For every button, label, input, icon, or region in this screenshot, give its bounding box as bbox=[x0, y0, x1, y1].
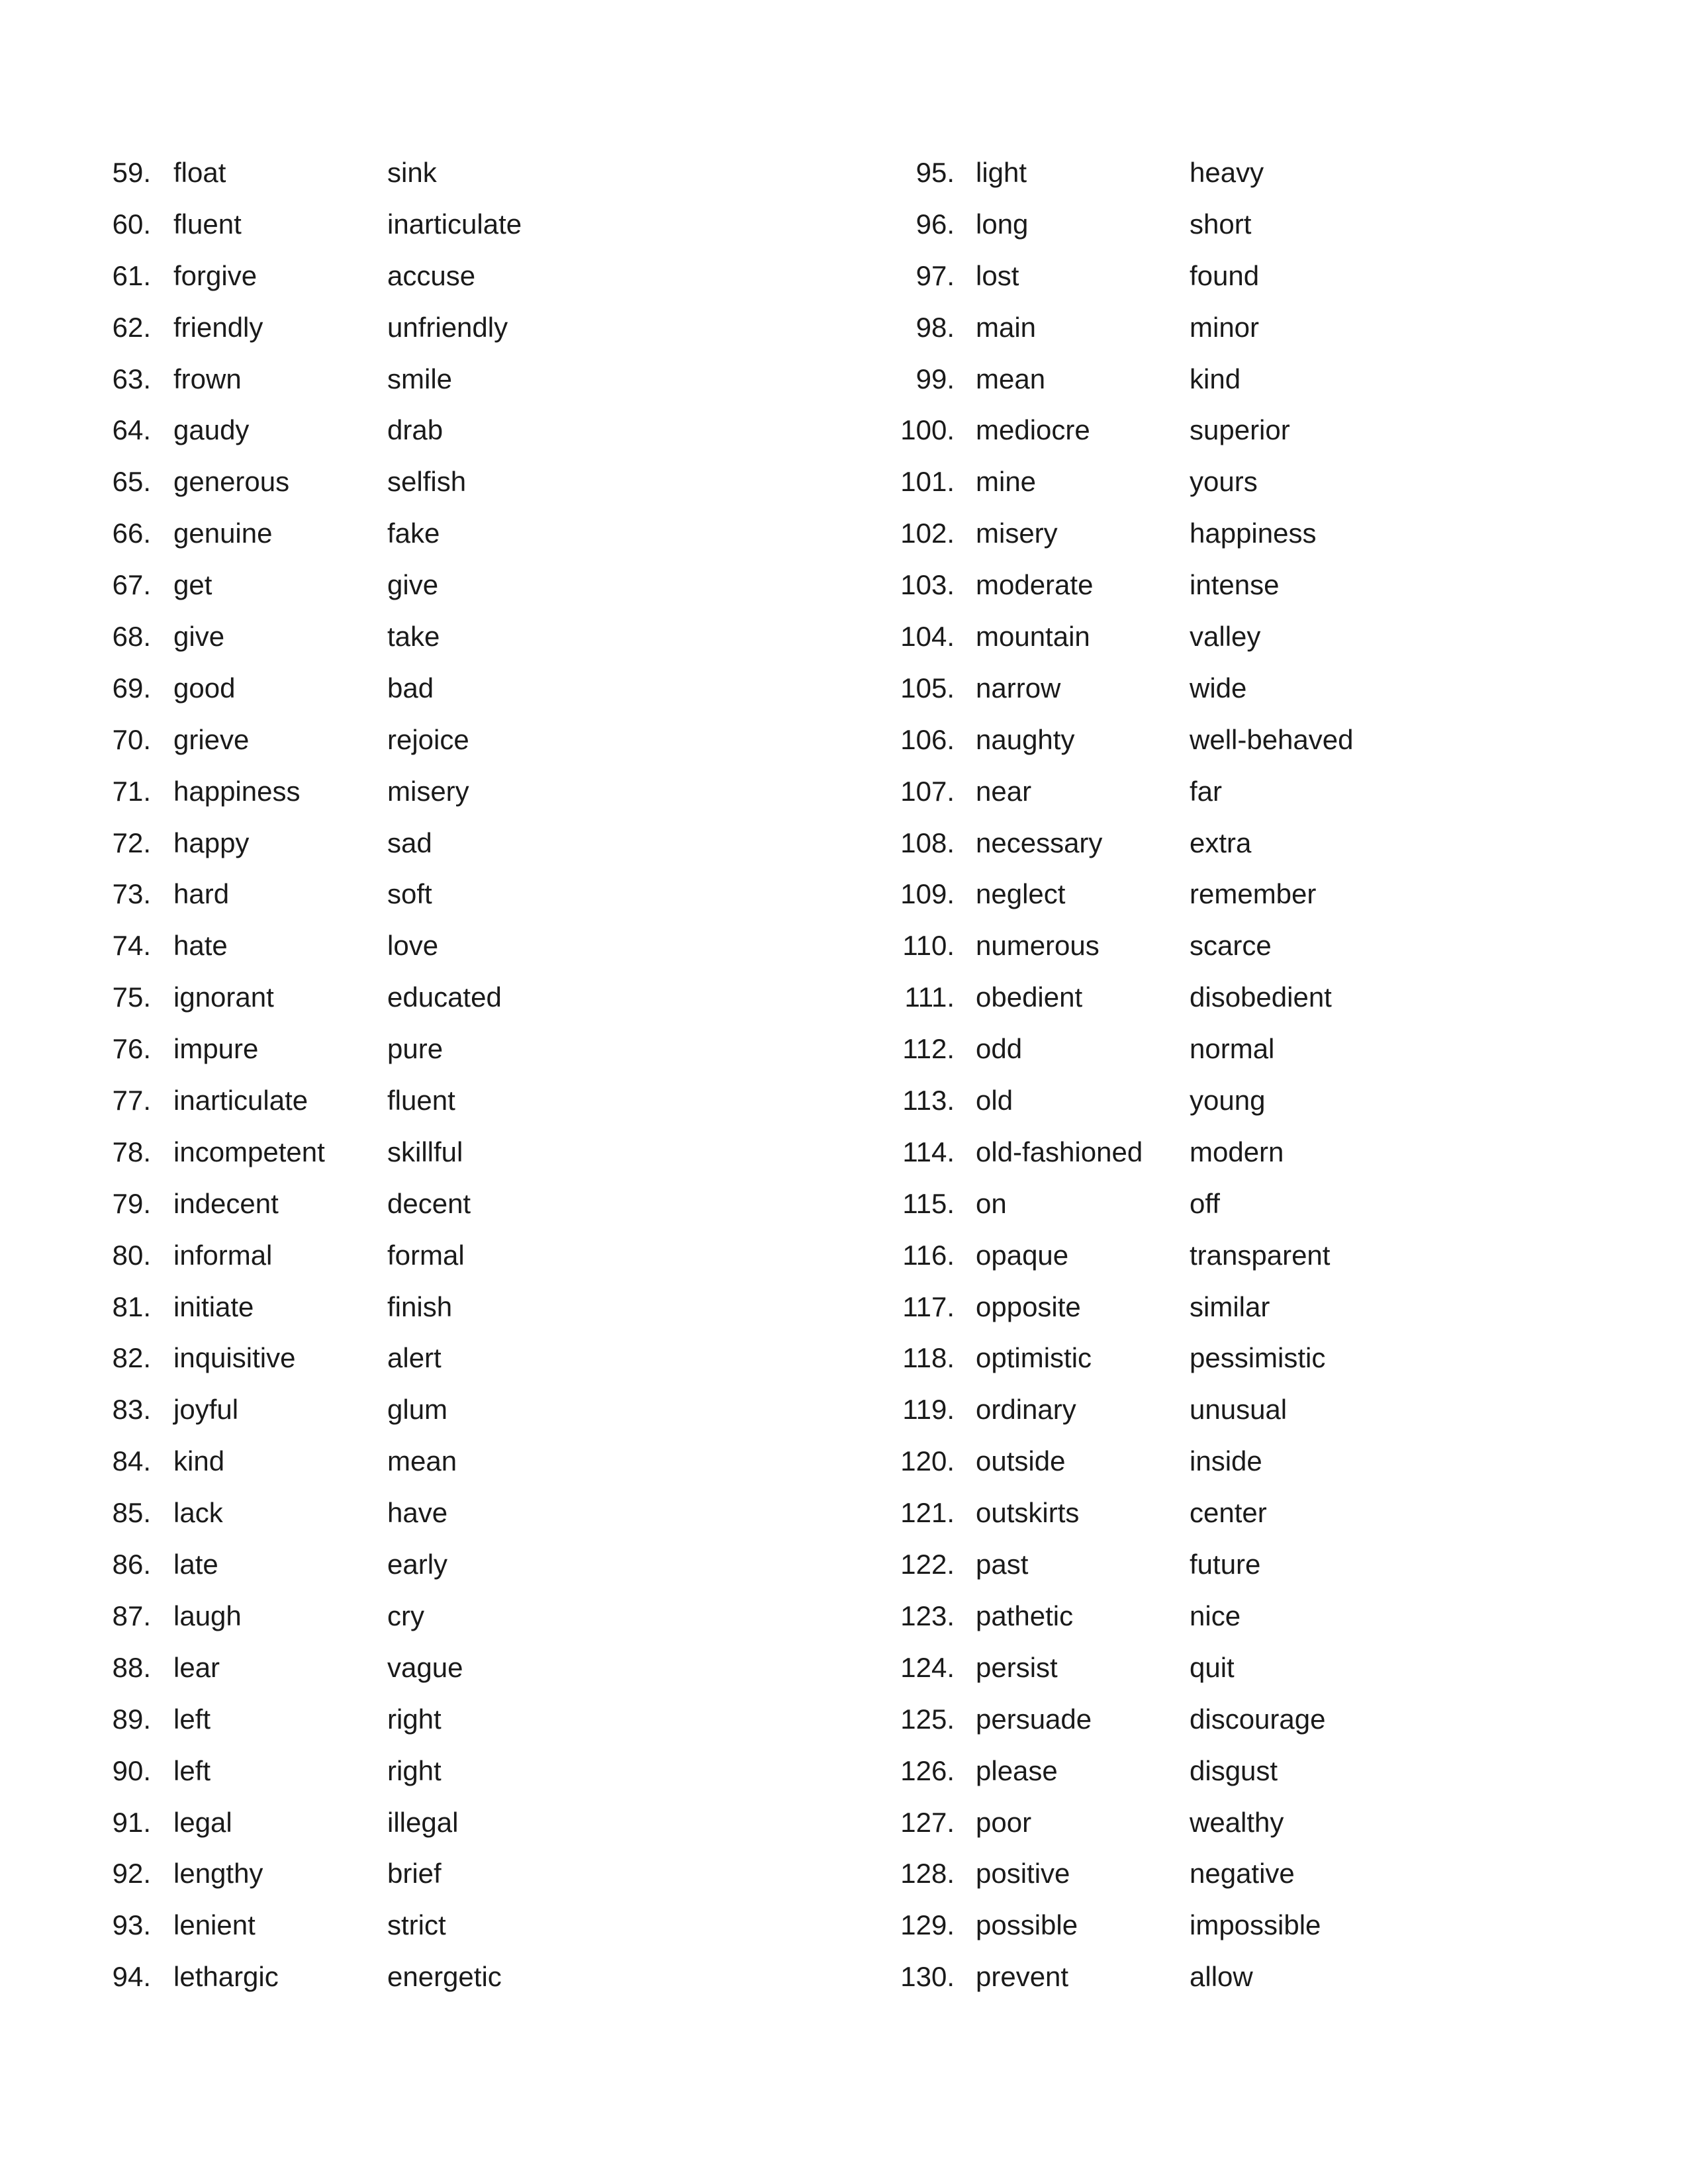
item-word: on bbox=[976, 1187, 1007, 1219]
item-antonym: young bbox=[1190, 1085, 1266, 1116]
item-antonym: drab bbox=[387, 414, 444, 446]
item-word: optimistic bbox=[976, 1342, 1092, 1374]
item-antonym: vague bbox=[387, 1651, 463, 1683]
item-number: 106. bbox=[900, 723, 955, 755]
item-word: light bbox=[976, 157, 1027, 188]
list-item bbox=[0, 508, 1317, 559]
item-word: joyful bbox=[173, 1394, 239, 1426]
item-antonym: soft bbox=[387, 878, 432, 910]
right-column bbox=[0, 147, 1354, 2003]
item-number: 122. bbox=[900, 1549, 955, 1580]
item-word: mountain bbox=[976, 621, 1090, 653]
item-antonym: sad bbox=[387, 827, 432, 858]
item-number: 120. bbox=[900, 1445, 955, 1477]
item-antonym: strict bbox=[387, 1909, 446, 1941]
list-item bbox=[0, 868, 1317, 920]
item-number: 97. bbox=[915, 259, 955, 291]
list-item bbox=[0, 1694, 1326, 1745]
item-number: 98. bbox=[915, 311, 955, 343]
item-word: fluent bbox=[173, 208, 242, 240]
item-number: 129. bbox=[900, 1909, 955, 1941]
item-antonym: yours bbox=[1190, 466, 1258, 498]
item-antonym: modern bbox=[1190, 1136, 1284, 1167]
item-number: 111. bbox=[904, 981, 955, 1013]
list-item bbox=[0, 404, 1290, 456]
item-word: friendly bbox=[173, 311, 263, 343]
item-number: 109. bbox=[900, 878, 955, 910]
item-word: forgive bbox=[173, 259, 258, 291]
item-word: give bbox=[173, 621, 225, 653]
item-word: lack bbox=[173, 1497, 223, 1529]
item-number: 115. bbox=[902, 1187, 955, 1219]
item-word: opposite bbox=[976, 1291, 1081, 1322]
item-number: 60. bbox=[112, 208, 151, 240]
item-number: 107. bbox=[900, 775, 955, 807]
item-antonym: scarce bbox=[1190, 930, 1272, 962]
item-antonym: smile bbox=[387, 363, 453, 394]
item-word: moderate bbox=[976, 569, 1094, 601]
list-item bbox=[0, 1745, 1278, 1797]
list-item bbox=[0, 817, 1252, 869]
item-word: possible bbox=[976, 1909, 1078, 1941]
item-number: 117. bbox=[902, 1291, 955, 1322]
item-antonym: found bbox=[1190, 259, 1260, 291]
item-number: 113. bbox=[902, 1085, 955, 1116]
list-item bbox=[0, 199, 1252, 250]
item-word: neglect bbox=[976, 878, 1066, 910]
item-word: poor bbox=[976, 1806, 1032, 1838]
item-number: 119. bbox=[902, 1394, 955, 1426]
item-number: 100. bbox=[900, 414, 955, 446]
item-number: 125. bbox=[900, 1703, 955, 1735]
item-word: numerous bbox=[976, 930, 1100, 962]
item-word: lost bbox=[976, 259, 1019, 291]
item-antonym: allow bbox=[1190, 1961, 1253, 1993]
item-number: 90. bbox=[112, 1754, 151, 1786]
item-word: initiate bbox=[173, 1291, 254, 1322]
item-number: 80. bbox=[112, 1239, 151, 1271]
item-antonym: educated bbox=[387, 981, 502, 1013]
item-antonym: love bbox=[387, 930, 439, 962]
item-number: 84. bbox=[112, 1445, 151, 1477]
item-antonym: far bbox=[1190, 775, 1223, 807]
item-word: outside bbox=[976, 1445, 1066, 1477]
item-antonym: transparent bbox=[1190, 1239, 1331, 1271]
item-word: inarticulate bbox=[173, 1085, 308, 1116]
item-antonym: off bbox=[1190, 1187, 1220, 1219]
item-number: 63. bbox=[112, 363, 151, 394]
item-antonym: finish bbox=[387, 1291, 453, 1322]
item-number: 116. bbox=[902, 1239, 955, 1271]
item-antonym: take bbox=[387, 621, 440, 653]
list-item bbox=[0, 147, 1264, 199]
item-antonym: similar bbox=[1190, 1291, 1270, 1322]
item-antonym: decent bbox=[387, 1187, 471, 1219]
item-number: 127. bbox=[900, 1806, 955, 1838]
item-word: ignorant bbox=[173, 981, 274, 1013]
item-number: 104. bbox=[900, 621, 955, 653]
item-word: gaudy bbox=[173, 414, 250, 446]
item-word: legal bbox=[173, 1806, 232, 1838]
item-number: 92. bbox=[112, 1858, 151, 1889]
list-item bbox=[0, 353, 1241, 405]
item-antonym: right bbox=[387, 1754, 442, 1786]
item-word: odd bbox=[976, 1033, 1023, 1065]
item-word: positive bbox=[976, 1858, 1070, 1889]
item-antonym: wide bbox=[1190, 672, 1247, 704]
item-antonym: pure bbox=[387, 1033, 444, 1065]
item-word: lear bbox=[173, 1651, 220, 1683]
item-word: pathetic bbox=[976, 1600, 1074, 1631]
item-number: 101. bbox=[900, 466, 955, 498]
item-number: 73. bbox=[112, 878, 151, 910]
item-antonym: wealthy bbox=[1190, 1806, 1284, 1838]
item-antonym: unusual bbox=[1190, 1394, 1288, 1426]
list-item bbox=[0, 1539, 1261, 1590]
item-antonym: glum bbox=[387, 1394, 448, 1426]
item-word: outskirts bbox=[976, 1497, 1080, 1529]
item-number: 65. bbox=[112, 466, 151, 498]
item-antonym: superior bbox=[1190, 414, 1290, 446]
item-antonym: give bbox=[387, 569, 439, 601]
item-antonym: impossible bbox=[1190, 1909, 1321, 1941]
item-number: 110. bbox=[902, 930, 955, 962]
item-antonym: extra bbox=[1190, 827, 1252, 858]
list-item bbox=[0, 972, 1332, 1023]
item-antonym: sink bbox=[387, 157, 437, 188]
item-number: 103. bbox=[900, 569, 955, 601]
item-word: past bbox=[976, 1549, 1029, 1580]
item-word: opaque bbox=[976, 1239, 1069, 1271]
item-antonym: negative bbox=[1190, 1858, 1295, 1889]
item-antonym: heavy bbox=[1190, 157, 1264, 188]
item-word: kind bbox=[173, 1445, 225, 1477]
item-antonym: quit bbox=[1190, 1651, 1235, 1683]
item-word: lengthy bbox=[173, 1858, 263, 1889]
item-number: 78. bbox=[112, 1136, 151, 1167]
item-antonym: disobedient bbox=[1190, 981, 1332, 1013]
item-number: 77. bbox=[112, 1085, 151, 1116]
item-word: narrow bbox=[976, 672, 1061, 704]
list-item bbox=[0, 456, 1258, 508]
item-word: persuade bbox=[976, 1703, 1092, 1735]
list-item bbox=[0, 1435, 1262, 1487]
item-antonym: accuse bbox=[387, 259, 476, 291]
item-antonym: selfish bbox=[387, 466, 467, 498]
item-number: 74. bbox=[112, 930, 151, 962]
item-antonym: illegal bbox=[387, 1806, 459, 1838]
item-antonym: early bbox=[387, 1549, 448, 1580]
item-word: float bbox=[173, 157, 226, 188]
item-number: 76. bbox=[112, 1033, 151, 1065]
item-number: 72. bbox=[112, 827, 151, 858]
item-word: genuine bbox=[173, 518, 273, 549]
item-antonym: remember bbox=[1190, 878, 1317, 910]
item-antonym: unfriendly bbox=[387, 311, 508, 343]
item-antonym: center bbox=[1190, 1497, 1267, 1529]
item-antonym: disgust bbox=[1190, 1754, 1278, 1786]
item-number: 114. bbox=[902, 1136, 955, 1167]
item-word: old bbox=[976, 1085, 1013, 1116]
item-word: near bbox=[976, 775, 1032, 807]
list-item bbox=[0, 1332, 1326, 1384]
item-number: 64. bbox=[112, 414, 151, 446]
list-item bbox=[0, 1642, 1235, 1694]
item-number: 69. bbox=[112, 672, 151, 704]
item-word: mediocre bbox=[976, 414, 1090, 446]
item-word: get bbox=[173, 569, 212, 601]
item-antonym: inarticulate bbox=[387, 208, 522, 240]
item-antonym: brief bbox=[387, 1858, 442, 1889]
item-number: 130. bbox=[900, 1961, 955, 1993]
list-item bbox=[0, 1951, 1253, 2003]
item-number: 79. bbox=[112, 1187, 151, 1219]
item-word: incompetent bbox=[173, 1136, 325, 1167]
item-word: old-fashioned bbox=[976, 1136, 1143, 1167]
item-antonym: minor bbox=[1190, 311, 1260, 343]
item-number: 68. bbox=[112, 621, 151, 653]
item-word: mine bbox=[976, 466, 1037, 498]
item-number: 93. bbox=[112, 1909, 151, 1941]
item-antonym: inside bbox=[1190, 1445, 1262, 1477]
item-word: please bbox=[976, 1754, 1058, 1786]
item-antonym: fluent bbox=[387, 1085, 455, 1116]
item-number: 87. bbox=[112, 1600, 151, 1631]
item-antonym: well-behaved bbox=[1190, 723, 1354, 755]
item-word: lethargic bbox=[173, 1961, 279, 1993]
item-antonym: discourage bbox=[1190, 1703, 1326, 1735]
list-item bbox=[0, 1590, 1241, 1642]
list-item bbox=[0, 250, 1260, 302]
list-item bbox=[0, 1230, 1331, 1281]
item-word: necessary bbox=[976, 827, 1103, 858]
item-antonym: energetic bbox=[387, 1961, 502, 1993]
list-item bbox=[0, 302, 1260, 353]
item-antonym: rejoice bbox=[387, 723, 469, 755]
item-number: 124. bbox=[900, 1651, 955, 1683]
item-number: 112. bbox=[902, 1033, 955, 1065]
item-number: 102. bbox=[900, 518, 955, 549]
item-word: grieve bbox=[173, 723, 250, 755]
item-antonym: short bbox=[1190, 208, 1252, 240]
item-number: 70. bbox=[112, 723, 151, 755]
list-item bbox=[0, 1797, 1284, 1848]
item-number: 128. bbox=[900, 1858, 955, 1889]
item-number: 83. bbox=[112, 1394, 151, 1426]
item-antonym: happiness bbox=[1190, 518, 1317, 549]
item-number: 126. bbox=[900, 1754, 955, 1786]
item-number: 71. bbox=[112, 775, 151, 807]
list-item bbox=[0, 611, 1261, 662]
list-item bbox=[0, 559, 1280, 611]
item-number: 82. bbox=[112, 1342, 151, 1374]
item-number: 95. bbox=[915, 157, 955, 188]
item-word: laugh bbox=[173, 1600, 242, 1631]
list-item bbox=[0, 1487, 1267, 1539]
item-word: inquisitive bbox=[173, 1342, 296, 1374]
item-number: 105. bbox=[900, 672, 955, 704]
list-item bbox=[0, 1178, 1220, 1230]
item-antonym: pessimistic bbox=[1190, 1342, 1326, 1374]
item-word: misery bbox=[976, 518, 1058, 549]
item-number: 108. bbox=[900, 827, 955, 858]
item-antonym: misery bbox=[387, 775, 469, 807]
item-word: happiness bbox=[173, 775, 301, 807]
item-antonym: normal bbox=[1190, 1033, 1275, 1065]
item-word: frown bbox=[173, 363, 242, 394]
item-antonym: right bbox=[387, 1703, 442, 1735]
item-antonym: kind bbox=[1190, 363, 1241, 394]
list-item bbox=[0, 1126, 1284, 1178]
list-item bbox=[0, 1384, 1288, 1435]
item-number: 121. bbox=[900, 1497, 955, 1529]
item-word: hate bbox=[173, 930, 228, 962]
list-item bbox=[0, 1848, 1295, 1899]
item-number: 62. bbox=[112, 311, 151, 343]
item-antonym: skillful bbox=[387, 1136, 463, 1167]
item-number: 66. bbox=[112, 518, 151, 549]
item-antonym: future bbox=[1190, 1549, 1261, 1580]
item-word: main bbox=[976, 311, 1037, 343]
item-number: 96. bbox=[915, 208, 955, 240]
item-word: lenient bbox=[173, 1909, 256, 1941]
item-word: naughty bbox=[976, 723, 1075, 755]
item-number: 86. bbox=[112, 1549, 151, 1580]
item-antonym: mean bbox=[387, 1445, 457, 1477]
item-antonym: alert bbox=[387, 1342, 442, 1374]
item-word: hard bbox=[173, 878, 230, 910]
item-number: 88. bbox=[112, 1651, 151, 1683]
item-antonym: intense bbox=[1190, 569, 1280, 601]
item-number: 85. bbox=[112, 1497, 151, 1529]
item-word: left bbox=[173, 1703, 211, 1735]
list-item bbox=[0, 1075, 1266, 1126]
item-antonym: valley bbox=[1190, 621, 1261, 653]
list-item bbox=[0, 1281, 1270, 1333]
item-antonym: cry bbox=[387, 1600, 424, 1631]
list-item bbox=[0, 920, 1272, 972]
item-number: 75. bbox=[112, 981, 151, 1013]
item-word: prevent bbox=[976, 1961, 1069, 1993]
list-item bbox=[0, 766, 1223, 817]
item-word: informal bbox=[173, 1239, 273, 1271]
item-word: indecent bbox=[173, 1187, 279, 1219]
item-antonym: bad bbox=[387, 672, 434, 704]
list-item bbox=[0, 1899, 1321, 1951]
item-number: 81. bbox=[112, 1291, 151, 1322]
item-antonym: formal bbox=[387, 1239, 465, 1271]
item-number: 89. bbox=[112, 1703, 151, 1735]
list-item bbox=[0, 714, 1354, 766]
item-word: ordinary bbox=[976, 1394, 1076, 1426]
item-antonym: fake bbox=[387, 518, 440, 549]
list-item bbox=[0, 1023, 1275, 1075]
item-number: 67. bbox=[112, 569, 151, 601]
item-antonym: nice bbox=[1190, 1600, 1241, 1631]
item-number: 59. bbox=[112, 157, 151, 188]
item-number: 94. bbox=[112, 1961, 151, 1993]
item-word: persist bbox=[976, 1651, 1058, 1683]
list-item bbox=[0, 662, 1247, 714]
item-number: 61. bbox=[112, 259, 151, 291]
item-word: good bbox=[173, 672, 236, 704]
item-number: 118. bbox=[902, 1342, 955, 1374]
item-word: happy bbox=[173, 827, 250, 858]
item-word: impure bbox=[173, 1033, 259, 1065]
item-word: late bbox=[173, 1549, 218, 1580]
item-number: 123. bbox=[900, 1600, 955, 1631]
item-number: 91. bbox=[112, 1806, 151, 1838]
item-word: long bbox=[976, 208, 1029, 240]
item-number: 99. bbox=[915, 363, 955, 394]
item-word: obedient bbox=[976, 981, 1083, 1013]
item-word: generous bbox=[173, 466, 290, 498]
item-antonym: have bbox=[387, 1497, 448, 1529]
item-word: mean bbox=[976, 363, 1046, 394]
item-word: left bbox=[173, 1754, 211, 1786]
